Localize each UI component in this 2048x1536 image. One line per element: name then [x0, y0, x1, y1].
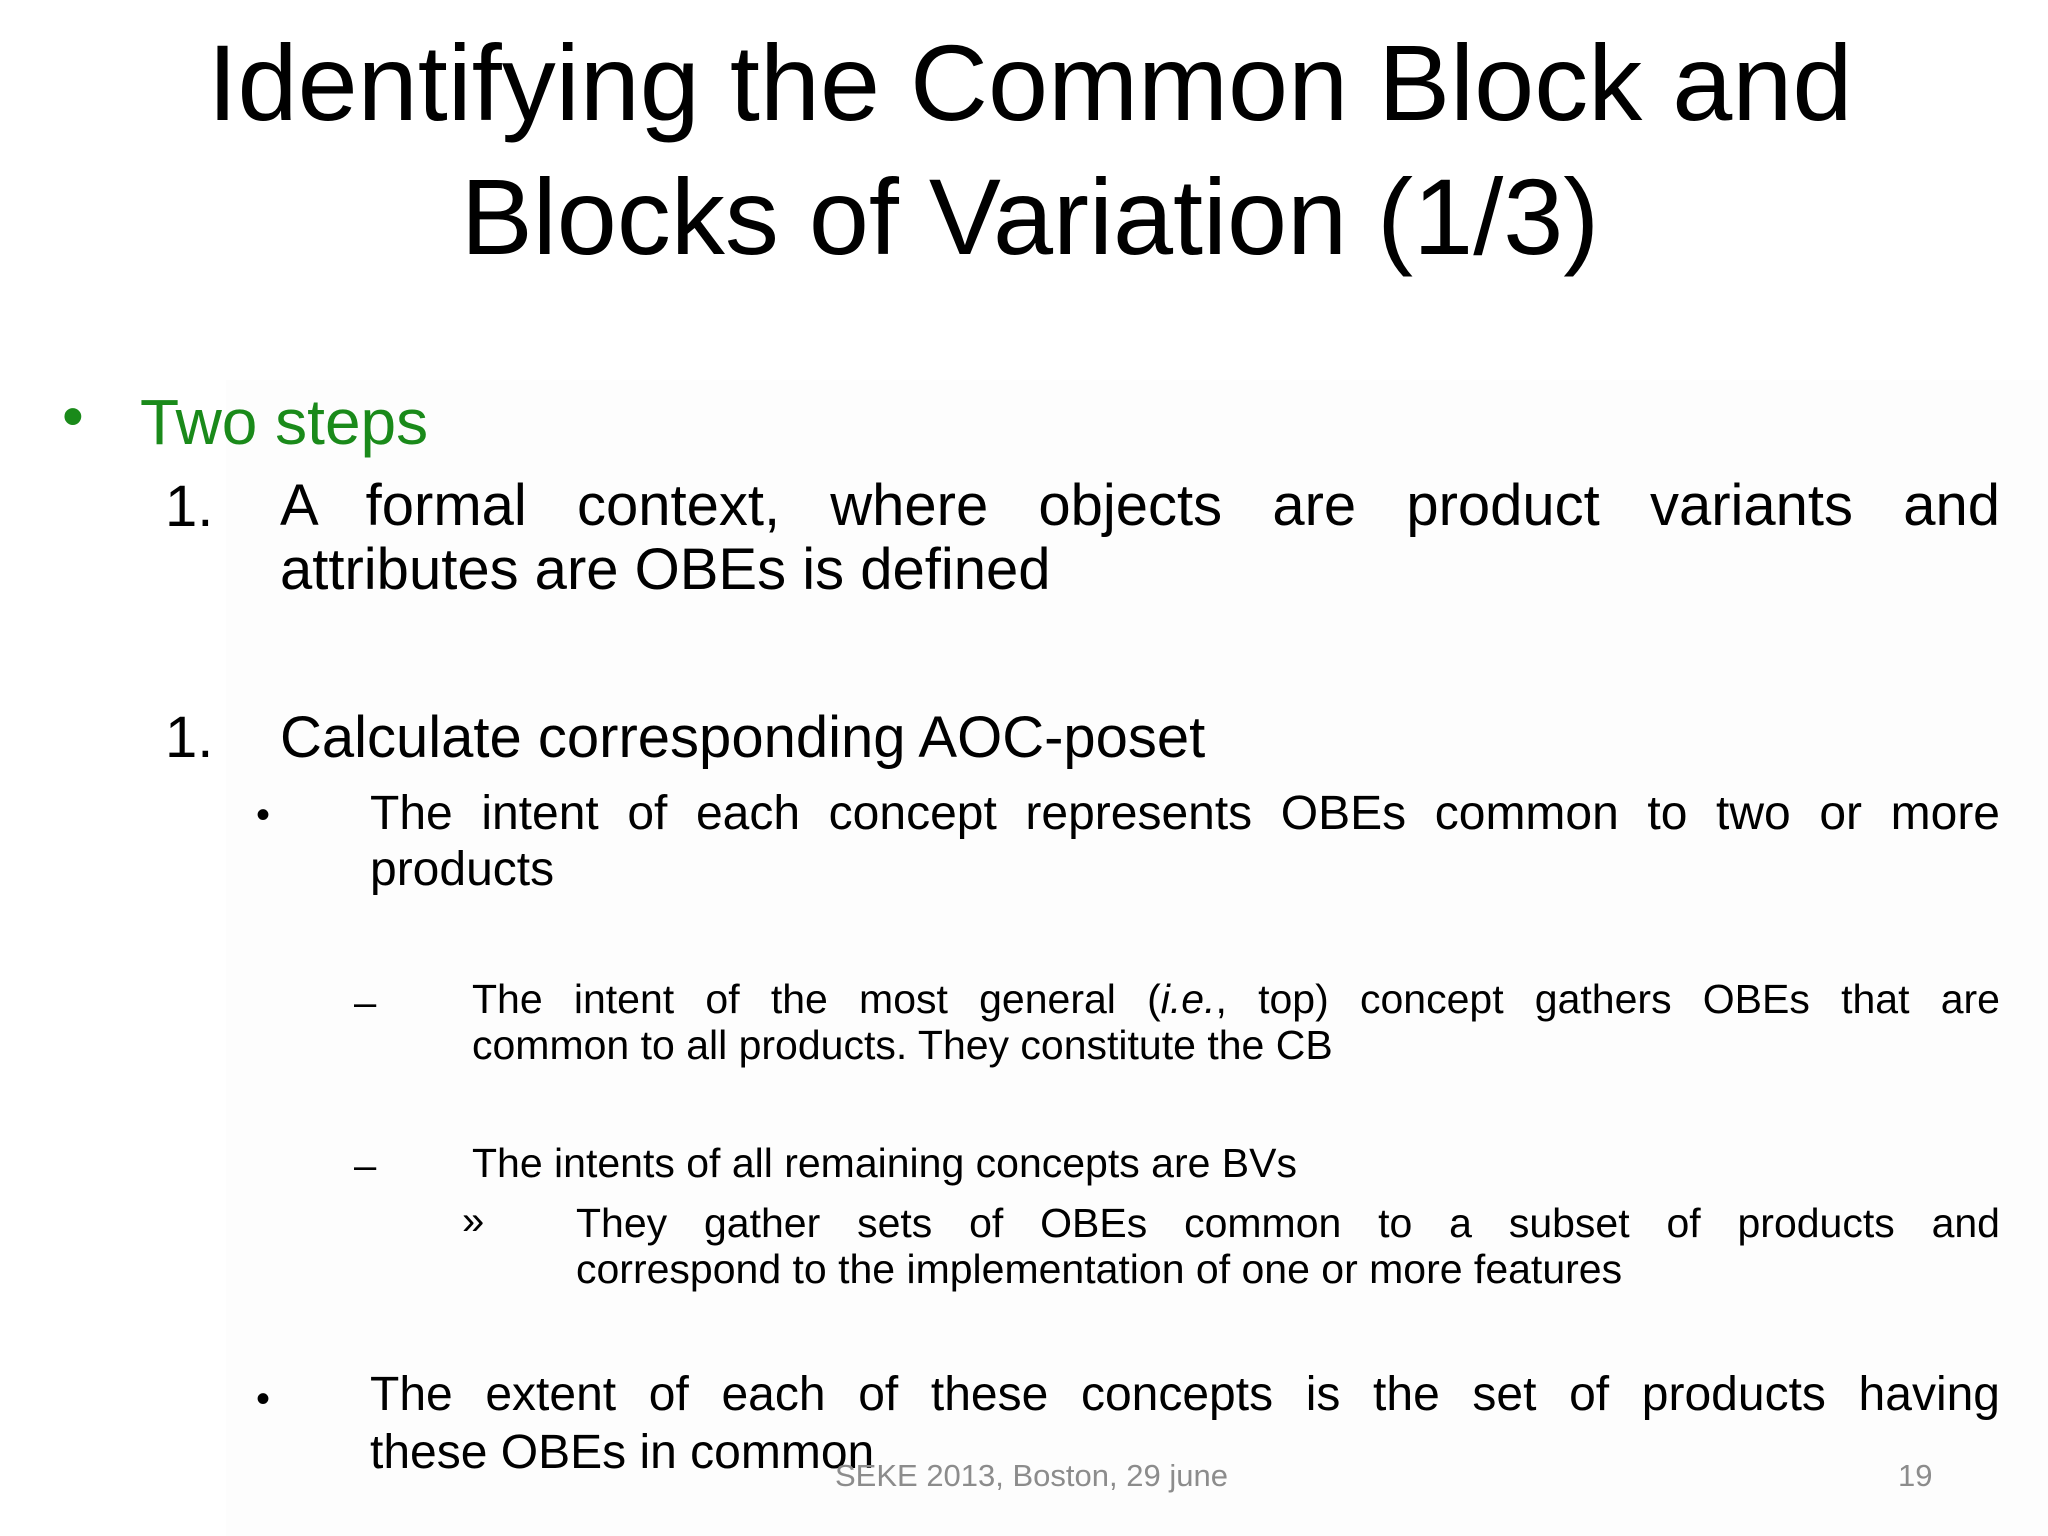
general-line-1-italic: i.e. — [1160, 976, 1216, 1022]
subset-bullet-text — [576, 1200, 2000, 1292]
bullet-icon: • — [256, 793, 271, 837]
slide-number: 19 — [1898, 1458, 1933, 1493]
slide-title — [160, 16, 1900, 284]
bullet-icon: • — [256, 1377, 271, 1421]
step-2-text: Calculate corresponding AOC-poset — [280, 705, 1206, 770]
intent-bullet-text — [370, 786, 2000, 898]
extent-line-1: The extent of each of these concepts is the set of products having — [370, 1368, 2000, 1421]
subset-line-2: correspond to the implementation of one or more features — [576, 1246, 1623, 1292]
general-line-1-before: The intent of the most general ( — [472, 976, 1161, 1022]
bullet-icon: • — [62, 382, 84, 451]
footer-text: SEKE 2013, Boston, 29 june — [835, 1458, 1228, 1493]
dash-icon: – — [354, 981, 377, 1025]
two-steps-heading: Two steps — [140, 386, 429, 458]
remaining-concepts-text: The intents of all remaining concepts are BVs — [472, 1140, 1297, 1186]
step-2-number: 1. — [165, 705, 214, 770]
intent-line-2: products — [370, 843, 555, 896]
general-concept-text — [472, 976, 2000, 1068]
title-line-2: Blocks of Variation (1/3) — [460, 156, 1600, 277]
dash-icon: – — [354, 1144, 377, 1188]
step-1-number: 1. — [165, 474, 214, 539]
step-1-line-1: A formal context, where objects are product variants and — [280, 473, 2000, 538]
general-line-1 — [472, 976, 2000, 1022]
general-line-1-after: , top) concept gathers OBEs that are — [1215, 976, 2000, 1022]
general-line-2: common to all products. They constitute the CB — [472, 1022, 1333, 1068]
step-1-line-2: attributes are OBEs is defined — [280, 537, 1051, 602]
extent-line-2: these OBEs in common — [370, 1426, 875, 1479]
step-1-text — [280, 474, 2000, 602]
intent-line-1: The intent of each concept represents OBEs common to two or more — [370, 787, 2000, 840]
title-line-1: Identifying the Common Block and — [207, 22, 1853, 143]
double-chevron-icon: » — [462, 1199, 485, 1243]
subset-line-1: They gather sets of OBEs common to a subset of products and — [576, 1200, 2000, 1246]
